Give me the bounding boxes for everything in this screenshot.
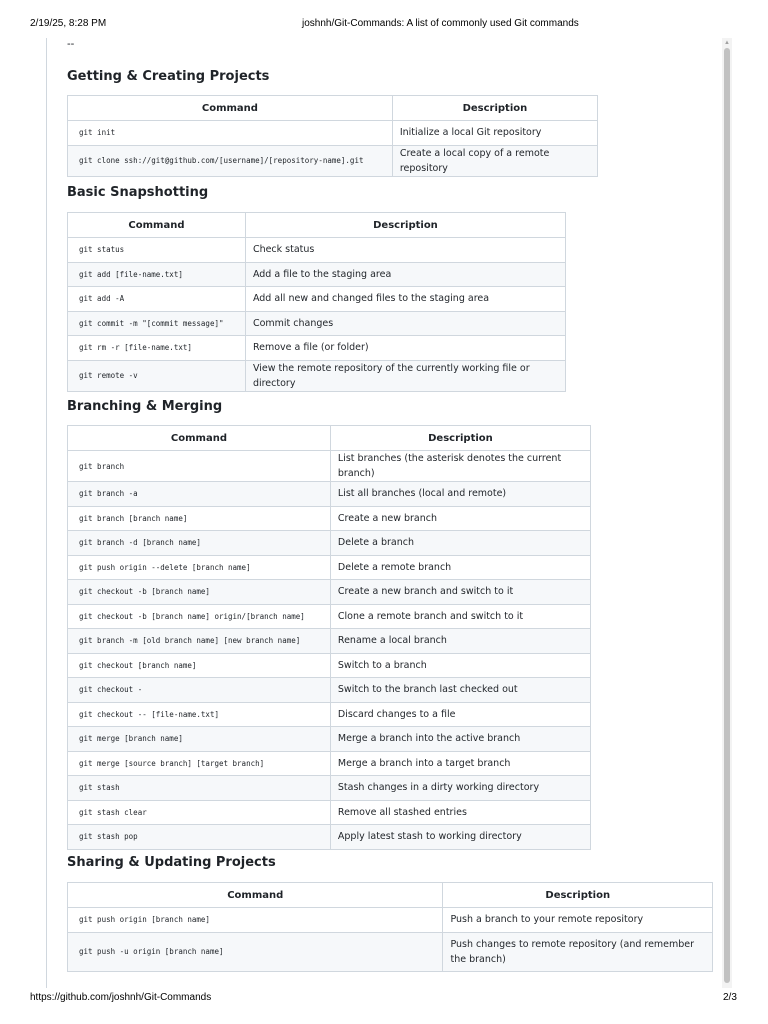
table-row bbox=[68, 531, 591, 556]
description-cell: Push a branch to your remote repository bbox=[443, 908, 713, 933]
scrollbar-thumb[interactable] bbox=[724, 48, 730, 983]
description-cell: View the remote repository of the currently working file or directory bbox=[245, 360, 565, 391]
table-row bbox=[68, 702, 591, 727]
leading-text: -- bbox=[67, 38, 75, 50]
description-cell: Remove a file (or folder) bbox=[245, 336, 565, 361]
column-header-description: Description bbox=[392, 96, 597, 121]
column-header-command: Command bbox=[68, 883, 443, 908]
description-cell: Create a new branch bbox=[330, 506, 590, 531]
description-cell: Create a local copy of a remote repository bbox=[392, 145, 597, 176]
table-basic-snapshotting bbox=[67, 212, 566, 392]
section-heading-sharing-updating: Sharing & Updating Projects bbox=[67, 855, 276, 870]
table-header-row bbox=[68, 213, 566, 238]
table-row bbox=[68, 145, 598, 176]
section-heading-basic-snapshotting: Basic Snapshotting bbox=[67, 185, 209, 200]
column-header-description: Description bbox=[245, 213, 565, 238]
description-cell: Remove all stashed entries bbox=[330, 800, 590, 825]
description-cell: Stash changes in a dirty working directory bbox=[330, 776, 590, 801]
command-cell: git add [file-name.txt] bbox=[68, 262, 246, 287]
table-row bbox=[68, 776, 591, 801]
command-cell: git branch -m [old branch name] [new branch name] bbox=[68, 629, 331, 654]
print-header bbox=[0, 18, 768, 32]
table-sharing-updating bbox=[67, 882, 713, 972]
table-row bbox=[68, 727, 591, 752]
command-cell: git push origin [branch name] bbox=[68, 908, 443, 933]
column-header-command: Command bbox=[68, 96, 393, 121]
command-cell: git branch -a bbox=[68, 482, 331, 507]
command-cell: git add -A bbox=[68, 287, 246, 312]
command-cell: git commit -m "[commit message]" bbox=[68, 311, 246, 336]
column-header-description: Description bbox=[443, 883, 713, 908]
description-cell: Apply latest stash to working directory bbox=[330, 825, 590, 850]
description-cell: Merge a branch into a target branch bbox=[330, 751, 590, 776]
print-date: 2/19/25, 8:28 PM bbox=[30, 18, 107, 29]
command-cell: git init bbox=[68, 121, 393, 146]
table-header-row bbox=[68, 883, 713, 908]
description-cell: List branches (the asterisk denotes the current branch) bbox=[330, 451, 590, 482]
table-row bbox=[68, 482, 591, 507]
command-cell: git clone ssh://git@github.com/[username]/[repository-name].git bbox=[68, 145, 393, 176]
description-cell: Delete a remote branch bbox=[330, 555, 590, 580]
column-header-description: Description bbox=[330, 426, 590, 451]
command-cell: git stash bbox=[68, 776, 331, 801]
table-row bbox=[68, 555, 591, 580]
table-row bbox=[68, 287, 566, 312]
description-cell: Rename a local branch bbox=[330, 629, 590, 654]
column-header-command: Command bbox=[68, 426, 331, 451]
table-row bbox=[68, 451, 591, 482]
table-row bbox=[68, 336, 566, 361]
command-cell: git checkout -- [file-name.txt] bbox=[68, 702, 331, 727]
print-url: https://github.com/joshnh/Git-Commands bbox=[30, 992, 212, 1003]
table-getting-creating bbox=[67, 95, 598, 177]
command-cell: git stash clear bbox=[68, 800, 331, 825]
description-cell: Delete a branch bbox=[330, 531, 590, 556]
table-row bbox=[68, 604, 591, 629]
table-row bbox=[68, 653, 591, 678]
description-cell: Clone a remote branch and switch to it bbox=[330, 604, 590, 629]
print-page-title: joshnh/Git-Commands: A list of commonly used Git commands bbox=[302, 18, 579, 29]
command-cell: git push origin --delete [branch name] bbox=[68, 555, 331, 580]
table-row bbox=[68, 311, 566, 336]
table-row bbox=[68, 908, 713, 933]
table-row bbox=[68, 360, 566, 391]
command-cell: git status bbox=[68, 238, 246, 263]
table-row bbox=[68, 238, 566, 263]
description-cell: Initialize a local Git repository bbox=[392, 121, 597, 146]
description-cell: Discard changes to a file bbox=[330, 702, 590, 727]
print-page-number: 2/3 bbox=[723, 992, 737, 1003]
command-cell: git merge [branch name] bbox=[68, 727, 331, 752]
print-footer bbox=[0, 992, 768, 1006]
table-row bbox=[68, 825, 591, 850]
vertical-scrollbar[interactable] bbox=[722, 38, 732, 988]
table-row bbox=[68, 751, 591, 776]
description-cell: Switch to the branch last checked out bbox=[330, 678, 590, 703]
description-cell: Add a file to the staging area bbox=[245, 262, 565, 287]
description-cell: Check status bbox=[245, 238, 565, 263]
description-cell: Create a new branch and switch to it bbox=[330, 580, 590, 605]
column-header-command: Command bbox=[68, 213, 246, 238]
table-branching-merging bbox=[67, 425, 591, 850]
scroll-up-arrow-icon[interactable]: ▲ bbox=[724, 40, 730, 46]
command-cell: git branch -d [branch name] bbox=[68, 531, 331, 556]
description-cell: Switch to a branch bbox=[330, 653, 590, 678]
command-cell: git branch [branch name] bbox=[68, 506, 331, 531]
description-cell: Add all new and changed files to the staging area bbox=[245, 287, 565, 312]
command-cell: git checkout - bbox=[68, 678, 331, 703]
command-cell: git checkout -b [branch name] origin/[branch name] bbox=[68, 604, 331, 629]
command-cell: git checkout -b [branch name] bbox=[68, 580, 331, 605]
command-cell: git remote -v bbox=[68, 360, 246, 391]
table-row bbox=[68, 678, 591, 703]
description-cell: List all branches (local and remote) bbox=[330, 482, 590, 507]
command-cell: git merge [source branch] [target branch] bbox=[68, 751, 331, 776]
command-cell: git stash pop bbox=[68, 825, 331, 850]
description-cell: Push changes to remote repository (and remember the branch) bbox=[443, 932, 713, 971]
command-cell: git checkout [branch name] bbox=[68, 653, 331, 678]
command-cell: git branch bbox=[68, 451, 331, 482]
section-heading-getting-creating: Getting & Creating Projects bbox=[67, 69, 270, 84]
command-cell: git push -u origin [branch name] bbox=[68, 932, 443, 971]
table-row bbox=[68, 580, 591, 605]
table-header-row bbox=[68, 96, 598, 121]
table-row bbox=[68, 800, 591, 825]
table-row bbox=[68, 262, 566, 287]
table-row bbox=[68, 932, 713, 971]
table-row bbox=[68, 506, 591, 531]
section-heading-branching-merging: Branching & Merging bbox=[67, 399, 223, 414]
table-header-row bbox=[68, 426, 591, 451]
description-cell: Merge a branch into the active branch bbox=[330, 727, 590, 752]
description-cell: Commit changes bbox=[245, 311, 565, 336]
command-cell: git rm -r [file-name.txt] bbox=[68, 336, 246, 361]
table-row bbox=[68, 121, 598, 146]
table-row bbox=[68, 629, 591, 654]
